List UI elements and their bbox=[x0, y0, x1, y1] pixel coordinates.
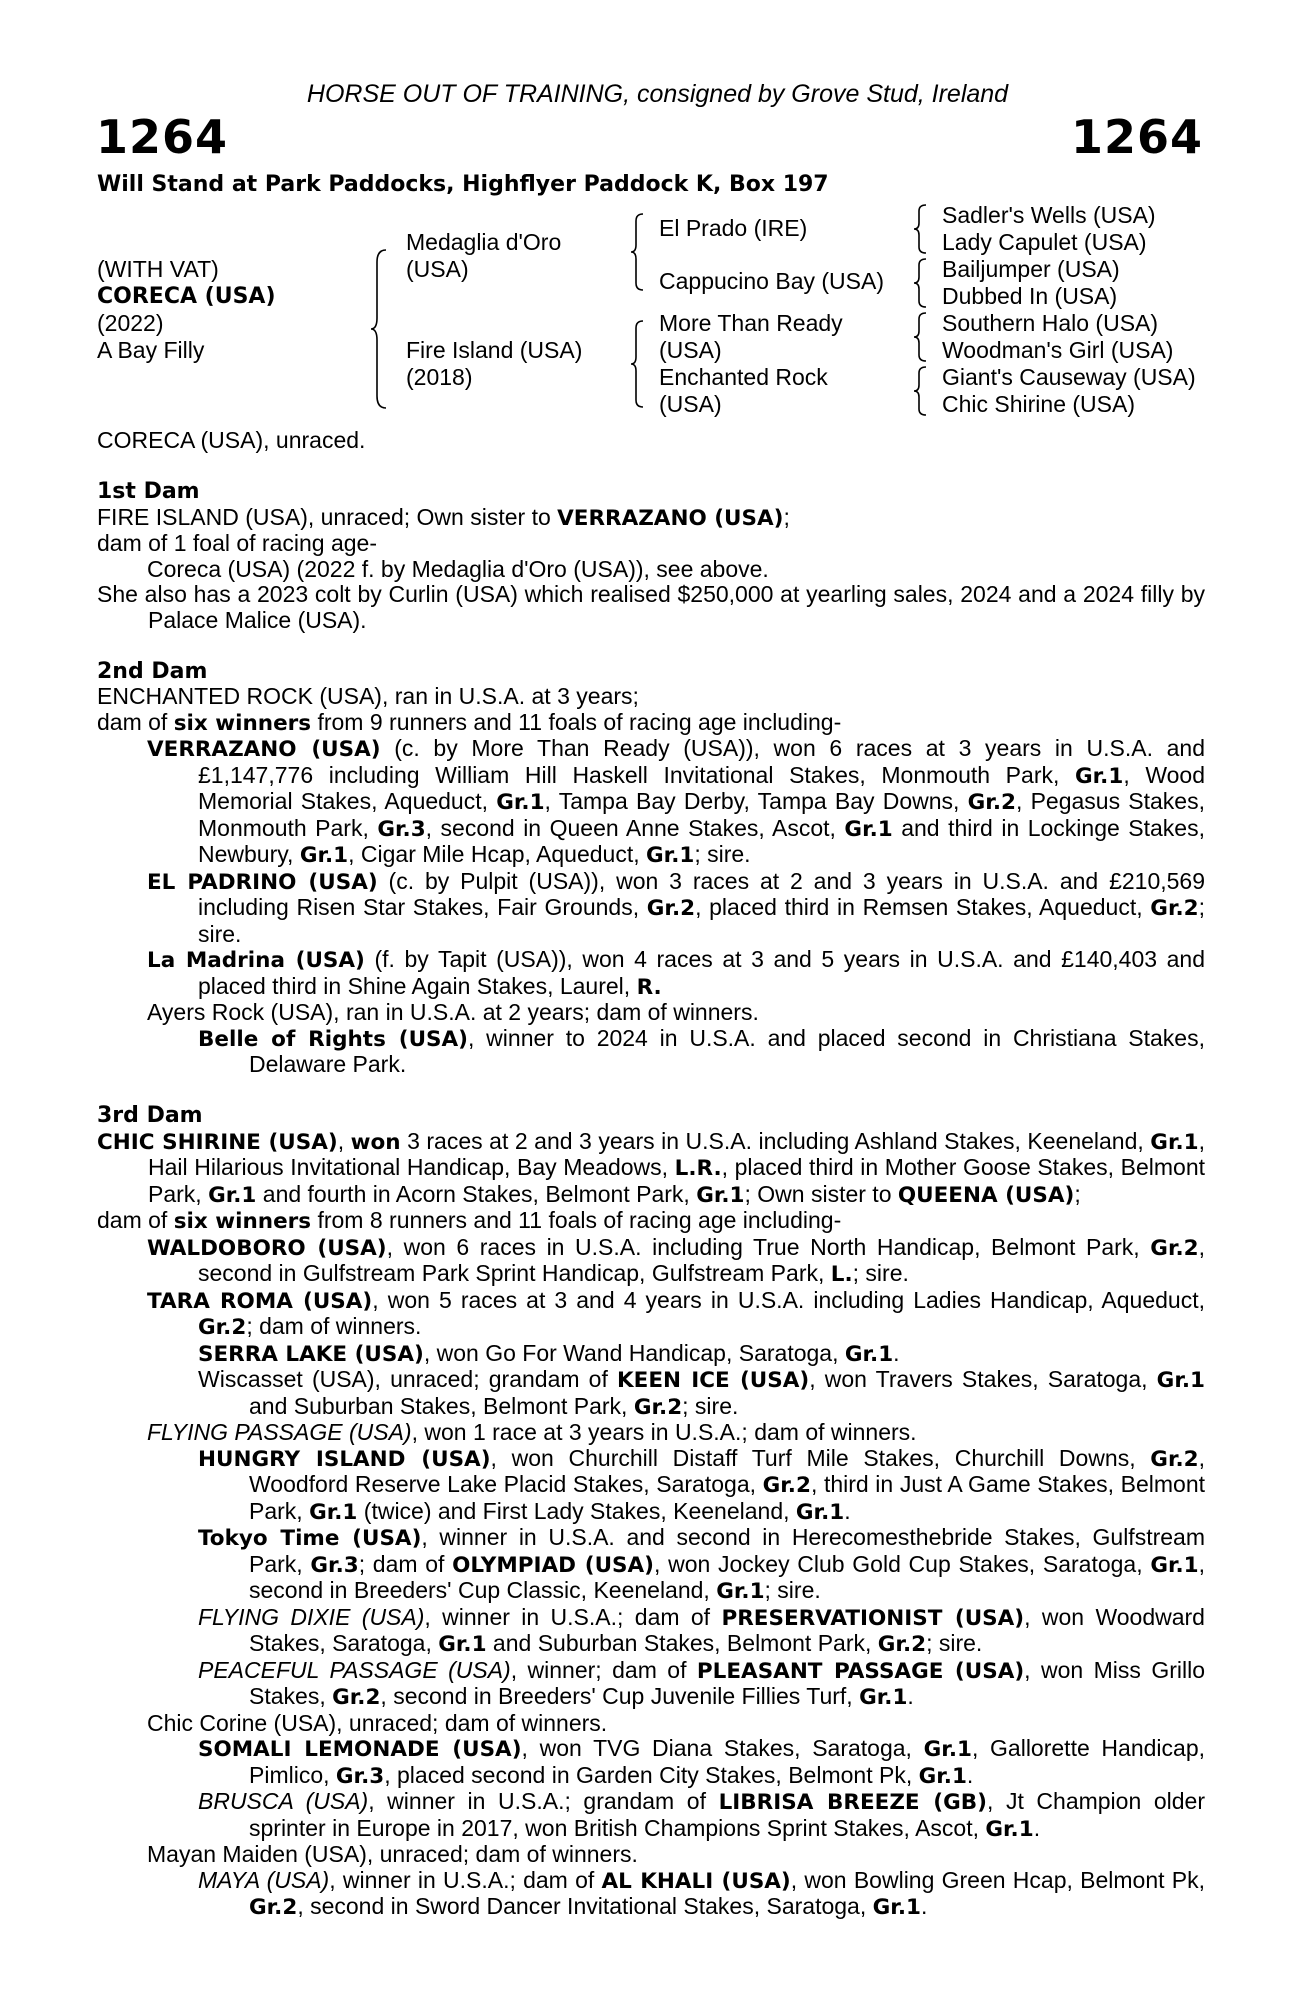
pedigree-brace-main bbox=[370, 248, 390, 410]
catalogue-text bbox=[97, 428, 1205, 1921]
ped-sdd: Dubbed In (USA) bbox=[942, 283, 1118, 309]
ped-dsd: Woodman's Girl (USA) bbox=[942, 337, 1174, 363]
pedigree-brace-ds bbox=[913, 311, 929, 363]
lot-number-left: 1264 bbox=[96, 110, 229, 164]
progeny-verrazano: VERRAZANO (USA) (c. by More Than Ready (USA)), won 6 races at 3 years in U.S.A. and £1,147,776 including William Hill Haskell Invitational Stakes, Monmouth Park, Gr.1, Wood Memorial Stakes, Aqueduct, Gr.1, Tampa Bay Derby, Tampa Bay Downs, Gr.2, Pegasus Stakes, Monmouth Park, Gr.3, second in Queen Anne Stakes, Ascot, Gr.1 and third in Lockinge Stakes, Newbury, Gr.1, Cigar Mile Hcap, Aqueduct, Gr.1; sire. bbox=[147, 735, 1205, 868]
third-dam-heading: 3rd Dam bbox=[97, 1103, 203, 1128]
progeny-peaceful-passage: PEACEFUL PASSAGE (USA), winner; dam of PLEASANT PASSAGE (USA), won Miss Grillo Stakes, Gr.2, second in Breeders' Cup Juvenile Fillies Turf, Gr.1. bbox=[198, 1656, 1205, 1710]
pedigree-brace-dam bbox=[630, 319, 646, 409]
progeny-flying-passage: FLYING PASSAGE (USA), won 1 race at 3 years in U.S.A.; dam of winners. bbox=[147, 1419, 917, 1445]
first-dam-line: FIRE ISLAND (USA), unraced; Own sister to VERRAZANO (USA); bbox=[97, 503, 790, 531]
consignor-header: HORSE OUT OF TRAINING, consigned by Grove Stud, Ireland bbox=[306, 80, 1009, 108]
sire-sire: El Prado (IRE) bbox=[659, 215, 808, 241]
second-dam-foals: dam of six winners from 9 runners and 11 foals of racing age including- bbox=[97, 708, 842, 736]
first-dam-progeny: Coreca (USA) (2022 f. by Medaglia d'Oro (USA)), see above. bbox=[147, 555, 769, 582]
first-dam-foals: dam of 1 foal of racing age- bbox=[97, 530, 377, 556]
progeny-chic-corine: Chic Corine (USA), unraced; dam of winners. bbox=[147, 1709, 608, 1736]
progeny-somali-lemonade: SOMALI LEMONADE (USA), won TVG Diana Stakes, Saratoga, Gr.1, Gallorette Handicap, Pimlico, Gr.3, placed second in Garden City Stakes, Belmont Pk, Gr.1. bbox=[198, 1735, 1205, 1789]
sire-name: Medaglia d'Oro bbox=[406, 229, 562, 255]
horse-year: (2022) bbox=[97, 310, 164, 336]
progeny-ayers-rock: Ayers Rock (USA), ran in U.S.A. at 2 years; dam of winners. bbox=[147, 999, 759, 1025]
progeny-serra-lake: SERRA LAKE (USA), won Go For Wand Handicap, Saratoga, Gr.1. bbox=[198, 1339, 900, 1367]
pedigree-brace-dd bbox=[913, 365, 929, 417]
dam-name: Fire Island (USA) bbox=[406, 337, 583, 363]
ped-sss: Sadler's Wells (USA) bbox=[942, 202, 1156, 228]
lot-number-right: 1264 bbox=[1070, 110, 1203, 164]
progeny-brusca: BRUSCA (USA), winner in U.S.A.; grandam of LIBRISA BREEZE (GB), Jt Champion older sprinter in Europe in 2017, won British Champions Sprint Stakes, Ascot, Gr.1. bbox=[198, 1788, 1205, 1842]
dam-sire-country: (USA) bbox=[659, 337, 722, 363]
stand-location: Will Stand at Park Paddocks, Highflyer Paddock K, Box 197 bbox=[97, 172, 829, 197]
second-dam-line: ENCHANTED ROCK (USA), ran in U.S.A. at 3 years; bbox=[97, 683, 639, 709]
progeny-mayan-maiden: Mayan Maiden (USA), unraced; dam of winners. bbox=[147, 1841, 638, 1867]
horse-description: A Bay Filly bbox=[97, 337, 205, 363]
progeny-hungry-island: HUNGRY ISLAND (USA), won Churchill Distaff Turf Mile Stakes, Churchill Downs, Gr.2, Woodford Reserve Lake Placid Stakes, Saratoga, Gr.2, third in Just A Game Stakes, Belmont Park, Gr.1 (twice) and First Lady Stakes, Keeneland, Gr.1. bbox=[198, 1444, 1205, 1525]
pedigree-brace-sire bbox=[630, 212, 646, 292]
dam-dam-country: (USA) bbox=[659, 391, 722, 417]
progeny-flying-dixie: FLYING DIXIE (USA), winner in U.S.A.; dam of PRESERVATIONIST (USA), won Woodward Stakes, Saratoga, Gr.1 and Suburban Stakes, Belmont Park, Gr.2; sire. bbox=[198, 1603, 1205, 1657]
vat-note: (WITH VAT) bbox=[97, 256, 219, 282]
progeny-tokyo-time: Tokyo Time (USA), winner in U.S.A. and second in Herecomesthebride Stakes, Gulfstream Park, Gr.3; dam of OLYMPIAD (USA), won Jockey Club Gold Cup Stakes, Saratoga, Gr.1, second in Breeders' Cup Classic, Keeneland, Gr.1; sire. bbox=[198, 1524, 1206, 1604]
progeny-wiscasset: Wiscasset (USA), unraced; grandam of KEEN ICE (USA), won Travers Stakes, Saratoga, Gr.1 and Suburban Stakes, Belmont Park, Gr.2; sire. bbox=[198, 1366, 1205, 1420]
first-dam-heading: 1st Dam bbox=[97, 479, 200, 504]
sire-dam: Cappucino Bay (USA) bbox=[659, 268, 884, 294]
sire-name-country: (USA) bbox=[406, 256, 469, 282]
second-dam-heading: 2nd Dam bbox=[97, 658, 208, 684]
ped-dds: Giant's Causeway (USA) bbox=[942, 364, 1196, 390]
dam-sire: More Than Ready bbox=[659, 310, 843, 336]
third-dam-foals: dam of six winners from 8 runners and 11 foals of racing age including- bbox=[97, 1207, 842, 1234]
dam-dam: Enchanted Rock bbox=[659, 364, 828, 390]
pedigree-brace-sd bbox=[913, 257, 929, 309]
progeny-el-padrino: EL PADRINO (USA) (c. by Pulpit (USA)), won 3 races at 2 and 3 years in U.S.A. and £210,569 including Risen Star Stakes, Fair Grounds, Gr.2, placed third in Remsen Stakes, Aqueduct, Gr.2; sire. bbox=[147, 867, 1206, 947]
ped-ssd: Lady Capulet (USA) bbox=[942, 229, 1147, 255]
intro-line: CORECA (USA), unraced. bbox=[97, 427, 366, 453]
progeny-belle-of-rights: Belle of Rights (USA), winner to 2024 in U.S.A. and placed second in Christiana Stakes, Delaware Park. bbox=[198, 1024, 1205, 1077]
ped-sds: Bailjumper (USA) bbox=[942, 256, 1120, 282]
progeny-waldoboro: WALDOBORO (USA), won 6 races in U.S.A. including True North Handicap, Belmont Park, Gr.2, second in Gulfstream Park Sprint Handicap, Gulfstream Park, L.; sire. bbox=[147, 1233, 1205, 1287]
ped-ddd: Chic Shirine (USA) bbox=[942, 391, 1135, 417]
dam-year: (2018) bbox=[406, 364, 473, 390]
third-dam-line: CHIC SHIRINE (USA), won 3 races at 2 and 3 years in U.S.A. including Ashland Stakes, Keeneland, Gr.1, Hail Hilarious Invitational Handicap, Bay Meadows, L.R., placed third in Mother Goose Stakes, Belmont Park, Gr.1 and fourth in Acorn Stakes, Belmont Park, Gr.1; Own sister to QUEENA (USA); bbox=[97, 1127, 1205, 1208]
progeny-tara-roma: TARA ROMA (USA), won 5 races at 3 and 4 years in U.S.A. including Ladies Handicap, Aqueduct, Gr.2; dam of winners. bbox=[147, 1286, 1206, 1340]
ped-dss: Southern Halo (USA) bbox=[942, 310, 1159, 336]
first-dam-note: She also has a 2023 colt by Curlin (USA) which realised $250,000 at yearling sales, 2024 and a 2024 filly by Palace Malice (USA). bbox=[97, 581, 1205, 633]
progeny-la-madrina: La Madrina (USA) (f. by Tapit (USA)), won 4 races at 3 and 5 years in U.S.A. and £140,403 and placed third in Shine Again Stakes, Laurel, R. bbox=[147, 946, 1206, 1000]
pedigree-brace-ss bbox=[913, 203, 929, 255]
horse-name: CORECA (USA) bbox=[97, 284, 276, 309]
progeny-maya: MAYA (USA), winner in U.S.A.; dam of AL KHALI (USA), won Bowling Green Hcap, Belmont Pk, Gr.2, second in Sword Dancer Invitational Stakes, Saratoga, Gr.1. bbox=[198, 1866, 1205, 1920]
